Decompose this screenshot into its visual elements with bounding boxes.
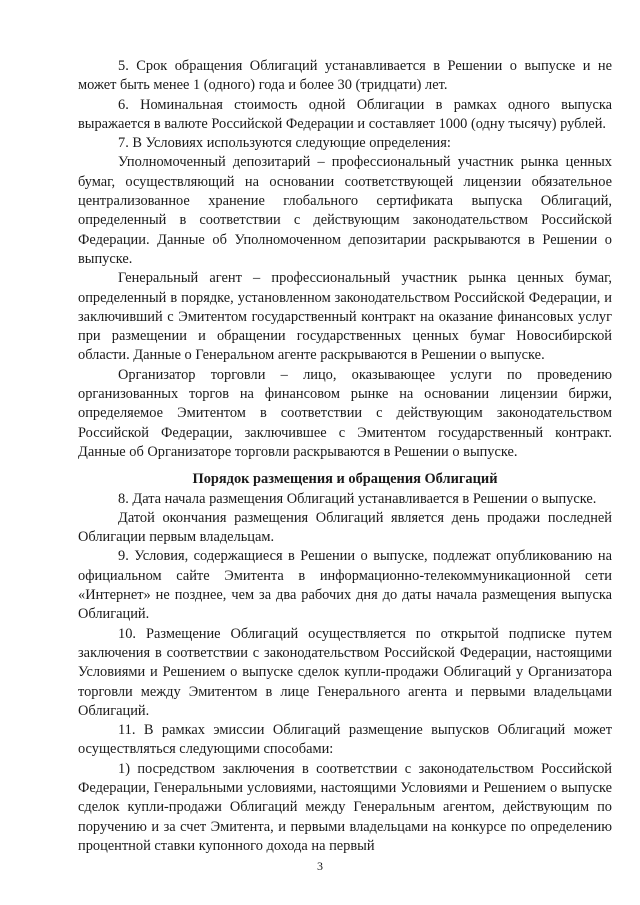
paragraph-nominal-value: 6. Номинальная стоимость одной Облигации в рамках одного выпуска выражается в валюте Российской Федерации и составляет 1000 (одну тысячу) рублей. bbox=[78, 96, 612, 132]
paragraph-definition-general-agent: Генеральный агент – профессиональный участник рынка ценных бумаг, определенный в порядке, установленном законодательством Российской Федерации, и заключивший с Эмитентом государственный контракт на оказание финансовых услуг при размещении и обращении государственных ценных бумаг Новосибирской области. Данные о Генеральном агенте раскрываются в Решении о выпуске. bbox=[78, 270, 612, 364]
paragraph-definition-depository: Уполномоченный депозитарий – профессиональный участник рынка ценных бумаг, осуществляющий на основании соответствующей лицензии обязательное централизованное хранение глобального сертификата выпуска Облигаций, определенный в соответствии с действующим законодательством Российской Федерации. Данные об Уполномоченном депозитарии раскрываются в Решении о выпуске. bbox=[78, 154, 612, 267]
paragraph-method-1: 1) посредством заключения в соответствии с законодательством Российской Федерации, Генеральными условиями, настоящими Условиями и Решением о выпуске сделок купли-продажи Облигаций между Генеральным агентом, действующим по поручению и за счет Эмитента, и первыми владельцами на конкурсе по определению процентной ставки купонного дохода на первый bbox=[78, 760, 612, 854]
section-heading: Порядок размещения и обращения Облигаций bbox=[192, 471, 498, 488]
paragraph-placement-start: 8. Дата начала размещения Облигаций устанавливается в Решении о выпуске. bbox=[118, 490, 597, 507]
paragraph-term: 5. Срок обращения Облигаций устанавливается в Решении о выпуске и не может быть менее 1 (одного) года и более 30 (тридцати) лет. bbox=[78, 58, 612, 94]
paragraph-open-subscription: 10. Размещение Облигаций осуществляется по открытой подписке путем заключения в соответствии с законодательством Российской Федерации, настоящими Условиями и Решением о выпуске сделок купли-продажи Облигаций у Организатора торговли между Эмитентом в лице Генерального агента и первыми владельцами Облигаций. bbox=[78, 625, 612, 719]
paragraph-definition-trade-organizer: Организатор торговли – лицо, оказывающее услуги по проведению организованных торгов на финансовом рынке на основании лицензии биржи, определяемое Эмитентом в соответствии с действующим законодательством Российской Федерации, заключившее с Эмитентом государственный контракт. Данные об Организаторе торговли раскрываются в Решении о выпуске. bbox=[78, 366, 612, 460]
paragraph-placement-methods: 11. В рамках эмиссии Облигаций размещение выпусков Облигаций может осуществляться следующими способами: bbox=[78, 722, 612, 758]
paragraph-definitions-intro: 7. В Условиях используются следующие определения: bbox=[118, 135, 451, 152]
page-number: 3 bbox=[317, 859, 323, 873]
paragraph-placement-end: Датой окончания размещения Облигаций является день продажи последней Облигации первым владельцам. bbox=[78, 509, 612, 546]
document-page bbox=[78, 57, 612, 856]
paragraph-publication: 9. Условия, содержащиеся в Решении о выпуске, подлежат опубликованию на официальном сайте Эмитента в информационно-телекоммуникационной сети «Интернет» не позднее, чем за два рабочих дня до даты начала размещения выпуска Облигаций. bbox=[78, 548, 612, 623]
